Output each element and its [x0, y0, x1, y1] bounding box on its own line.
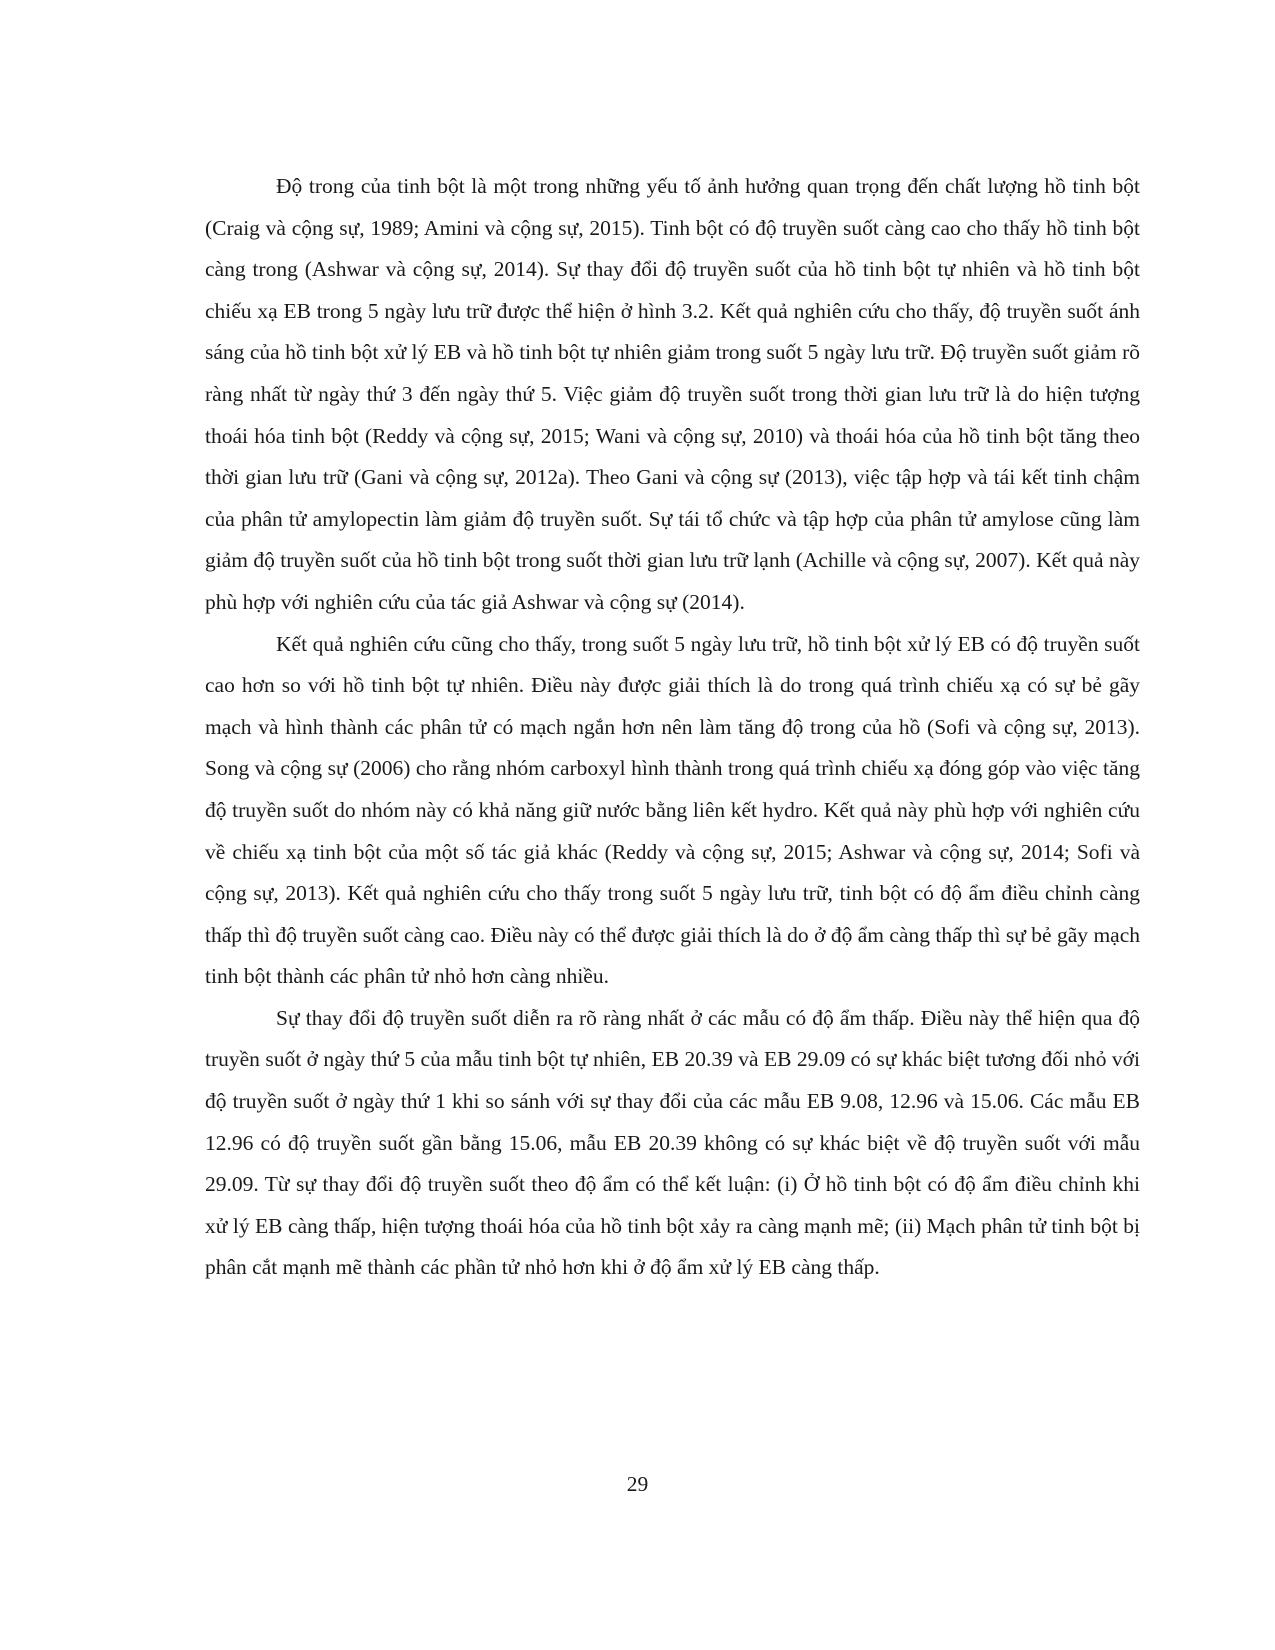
- paragraph-1: Độ trong của tinh bột là một trong những yếu tố ảnh hưởng quan trọng đến chất lượng hồ tinh bột (Craig và cộng sự, 1989; Amini và cộng sự, 2015). Tinh bột có độ truyền suốt càng cao cho thấy hồ tinh bột càng trong (Ashwar và cộng sự, 2014). Sự thay đổi độ truyền suốt của hồ tinh bột tự nhiên và hồ tinh bột chiếu xạ EB trong 5 ngày lưu trữ được thể hiện ở hình 3.2. Kết quả nghiên cứu cho thấy, độ truyền suốt ánh sáng của hồ tinh bột xử lý EB và hồ tinh bột tự nhiên giảm trong suốt 5 ngày lưu trữ. Độ truyền suốt giảm rõ ràng nhất từ ngày thứ 3 đến ngày thứ 5. Việc giảm độ truyền suốt trong thời gian lưu trữ là do hiện tượng thoái hóa tinh bột (Reddy và cộng sự, 2015; Wani và cộng sự, 2010) và thoái hóa của hồ tinh bột tăng theo thời gian lưu trữ (Gani và cộng sự, 2012a). Theo Gani và cộng sự (2013), việc tập hợp và tái kết tinh chậm của phân tử amylopectin làm giảm độ truyền suốt. Sự tái tổ chức và tập hợp của phân tử amylose cũng làm giảm độ truyền suốt của hồ tinh bột trong suốt thời gian lưu trữ lạnh (Achille và cộng sự, 2007). Kết quả này phù hợp với nghiên cứu của tác giả Ashwar và cộng sự (2014).: [205, 174, 1140, 614]
- document-body: [205, 166, 1140, 1289]
- paragraph-2: Kết quả nghiên cứu cũng cho thấy, trong suốt 5 ngày lưu trữ, hồ tinh bột xử lý EB có độ truyền suốt cao hơn so với hồ tinh bột tự nhiên. Điều này được giải thích là do trong quá trình chiếu xạ có sự bẻ gãy mạch và hình thành các phân tử có mạch ngắn hơn nên làm tăng độ trong của hồ (Sofi và cộng sự, 2013). Song và cộng sự (2006) cho rằng nhóm carboxyl hình thành trong quá trình chiếu xạ đóng góp vào việc tăng độ truyền suốt do nhóm này có khả năng giữ nước bằng liên kết hydro. Kết quả này phù hợp với nghiên cứu về chiếu xạ tinh bột của một số tác giả khác (Reddy và cộng sự, 2015; Ashwar và cộng sự, 2014; Sofi và cộng sự, 2013). Kết quả nghiên cứu cho thấy trong suốt 5 ngày lưu trữ, tinh bột có độ ẩm điều chỉnh càng thấp thì độ truyền suốt càng cao. Điều này có thể được giải thích là do ở độ ẩm càng thấp thì sự bẻ gãy mạch tinh bột thành các phân tử nhỏ hơn càng nhiều.: [205, 631, 1140, 989]
- paragraph-3: Sự thay đổi độ truyền suốt diễn ra rõ ràng nhất ở các mẫu có độ ẩm thấp. Điều này thể hiện qua độ truyền suốt ở ngày thứ 5 của mẫu tinh bột tự nhiên, EB 20.39 và EB 29.09 có sự khác biệt tương đối nhỏ với độ truyền suốt ở ngày thứ 1 khi so sánh với sự thay đổi của các mẫu EB 9.08, 12.96 và 15.06. Các mẫu EB 12.96 có độ truyền suốt gần bằng 15.06, mẫu EB 20.39 không có sự khác biệt về độ truyền suốt với mẫu 29.09. Từ sự thay đổi độ truyền suốt theo độ ẩm có thể kết luận: (i) Ở hồ tinh bột có độ ẩm điều chỉnh khi xử lý EB càng thấp, hiện tượng thoái hóa của hồ tinh bột xảy ra càng mạnh mẽ; (ii) Mạch phân tử tinh bột bị phân cắt mạnh mẽ thành các phần tử nhỏ hơn khi ở độ ẩm xử lý EB càng thấp.: [205, 1005, 1140, 1280]
- page-number: 29: [626, 1472, 649, 1496]
